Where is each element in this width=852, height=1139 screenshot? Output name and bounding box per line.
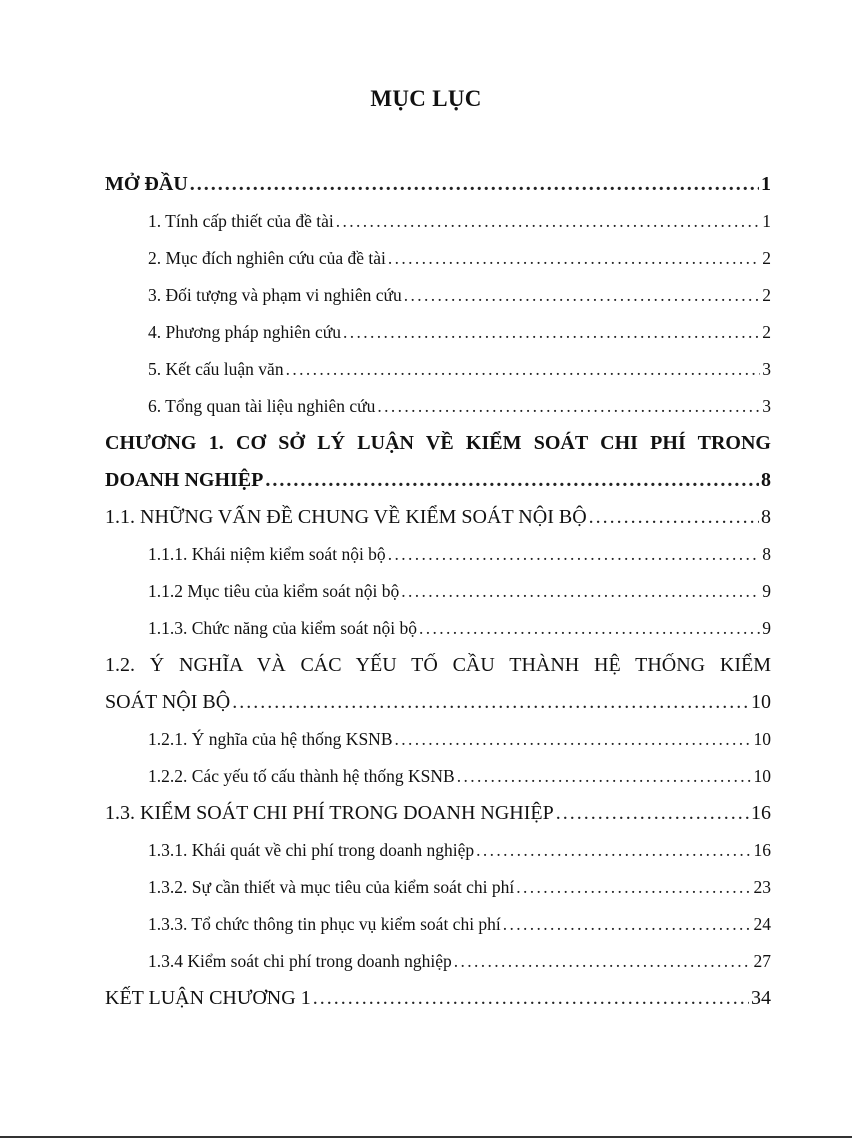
toc-page-number: 3 [762, 359, 771, 379]
toc-entry-1-2-line1: 1.2. Ý NGHĨA VÀ CÁC YẾU TỐ CẦU THÀNH HỆ THỐNG KIỂM [105, 654, 771, 676]
toc-page-number: 16 [751, 802, 771, 824]
toc-entry-label: 1.2.1. Ý nghĩa của hệ thống KSNB [148, 729, 393, 749]
toc-entry-1-1-3 [105, 610, 771, 647]
toc-entry-label: 1.1.2 Mục tiêu của kiểm soát nội bộ [148, 581, 400, 601]
toc-leader-dots [457, 758, 752, 795]
toc-leader-dots [556, 795, 749, 832]
toc-leader-dots [401, 573, 760, 610]
toc-leader-dots [503, 906, 752, 943]
toc-page-number: 23 [753, 877, 771, 897]
toc-entry-label: 1.2.2. Các yếu tố cấu thành hệ thống KSNB [148, 766, 455, 786]
toc-entry-1-1-2 [105, 573, 771, 610]
toc-page-number: 8 [762, 544, 771, 564]
toc-entry-label: KẾT LUẬN CHƯƠNG 1 [105, 987, 311, 1009]
page-bottom-rule [0, 1136, 852, 1138]
toc-entry-label: 4. Phương pháp nghiên cứu [148, 322, 341, 342]
toc-leader-dots [336, 203, 760, 240]
toc-page-number: 10 [751, 691, 771, 713]
toc-entry-label: 6. Tổng quan tài liệu nghiên cứu [148, 396, 376, 416]
toc-page-number: 2 [762, 285, 771, 305]
toc-leader-dots [395, 721, 752, 758]
toc-leader-dots [454, 943, 752, 980]
toc-title: MỤC LỤC [370, 86, 482, 111]
toc-entry-chapter-1 [105, 462, 771, 499]
toc-leader-dots [388, 240, 760, 277]
toc-leader-dots [589, 499, 759, 536]
toc-leader-dots [377, 388, 760, 425]
toc-page-number: 34 [751, 987, 771, 1009]
table-of-contents [105, 166, 771, 1017]
toc-page-number: 3 [762, 396, 771, 416]
toc-entry-label: 1.3.4 Kiểm soát chi phí trong doanh nghiệp [148, 951, 452, 971]
toc-leader-dots [516, 869, 751, 906]
toc-page-number: 27 [753, 951, 771, 971]
toc-entry-label: SOÁT NỘI BỘ [105, 691, 231, 713]
toc-entry-1 [105, 203, 771, 240]
toc-page-number: 2 [762, 322, 771, 342]
toc-entry-label: 1.1. NHỮNG VẤN ĐỀ CHUNG VỀ KIỂM SOÁT NỘI BỘ [105, 506, 587, 528]
toc-page-number: 9 [762, 618, 771, 638]
toc-entry-1-2-2 [105, 758, 771, 795]
toc-entry-1-1-1 [105, 536, 771, 573]
toc-leader-dots [265, 462, 759, 499]
toc-entry-1-2-1 [105, 721, 771, 758]
toc-entry-label: 1.3. KIỂM SOÁT CHI PHÍ TRONG DOANH NGHIỆP [105, 802, 554, 824]
toc-entry-label: DOANH NGHIỆP [105, 469, 264, 491]
toc-page-number: 1 [761, 173, 771, 195]
toc-page-number: 10 [753, 766, 771, 786]
toc-page-number: 8 [761, 469, 771, 491]
toc-entry-label: 1.3.2. Sự cần thiết và mục tiêu của kiểm soát chi phí [148, 877, 515, 897]
toc-leader-dots [404, 277, 761, 314]
toc-page-number: 10 [753, 729, 771, 749]
toc-page-number: 8 [761, 506, 771, 528]
toc-entry-1-3-2 [105, 869, 771, 906]
toc-entry-2 [105, 240, 771, 277]
toc-leader-dots [476, 832, 751, 869]
toc-entry-label: 1.3.3. Tổ chức thông tin phục vụ kiểm soát chi phí [148, 914, 501, 934]
toc-entry-1-3 [105, 795, 771, 832]
toc-leader-dots [388, 536, 761, 573]
toc-entry-chapter-1-line1: CHƯƠNG 1. CƠ SỞ LÝ LUẬN VỀ KIỂM SOÁT CHI PHÍ TRONG [105, 432, 771, 454]
toc-entry-label: 5. Kết cấu luận văn [148, 359, 284, 379]
toc-entry-1-2 [105, 684, 771, 721]
toc-entry-1-1 [105, 499, 771, 536]
toc-entry-chapter-1-conclusion [105, 980, 771, 1017]
toc-entry-1-3-4 [105, 943, 771, 980]
toc-entry-1-3-3 [105, 906, 771, 943]
toc-leader-dots [232, 684, 749, 721]
toc-page-number: 1 [762, 211, 771, 231]
toc-page-number: 9 [762, 581, 771, 601]
toc-entry-mo-dau [105, 166, 771, 203]
toc-entry-5 [105, 351, 771, 388]
toc-entry-6 [105, 388, 771, 425]
toc-page-number: 2 [762, 248, 771, 268]
toc-entry-label: 1. Tính cấp thiết của đề tài [148, 211, 334, 231]
toc-page-number: 24 [753, 914, 771, 934]
toc-entry-label: 3. Đối tượng và phạm vi nghiên cứu [148, 285, 402, 305]
toc-entry-1-3-1 [105, 832, 771, 869]
toc-entry-3 [105, 277, 771, 314]
toc-leader-dots [286, 351, 761, 388]
toc-leader-dots [190, 166, 759, 203]
toc-entry-label: 2. Mục đích nghiên cứu của đề tài [148, 248, 386, 268]
toc-leader-dots [313, 980, 749, 1017]
toc-entry-label: 1.1.1. Khái niệm kiểm soát nội bộ [148, 544, 386, 564]
toc-entry-label: MỞ ĐẦU [105, 173, 188, 195]
toc-leader-dots [419, 610, 760, 647]
toc-entry-label: 1.1.3. Chức năng của kiểm soát nội bộ [148, 618, 418, 638]
toc-entry-4 [105, 314, 771, 351]
toc-entry-label: 1.3.1. Khái quát về chi phí trong doanh nghiệp [148, 840, 475, 860]
toc-leader-dots [343, 314, 760, 351]
toc-page-number: 16 [753, 840, 771, 860]
